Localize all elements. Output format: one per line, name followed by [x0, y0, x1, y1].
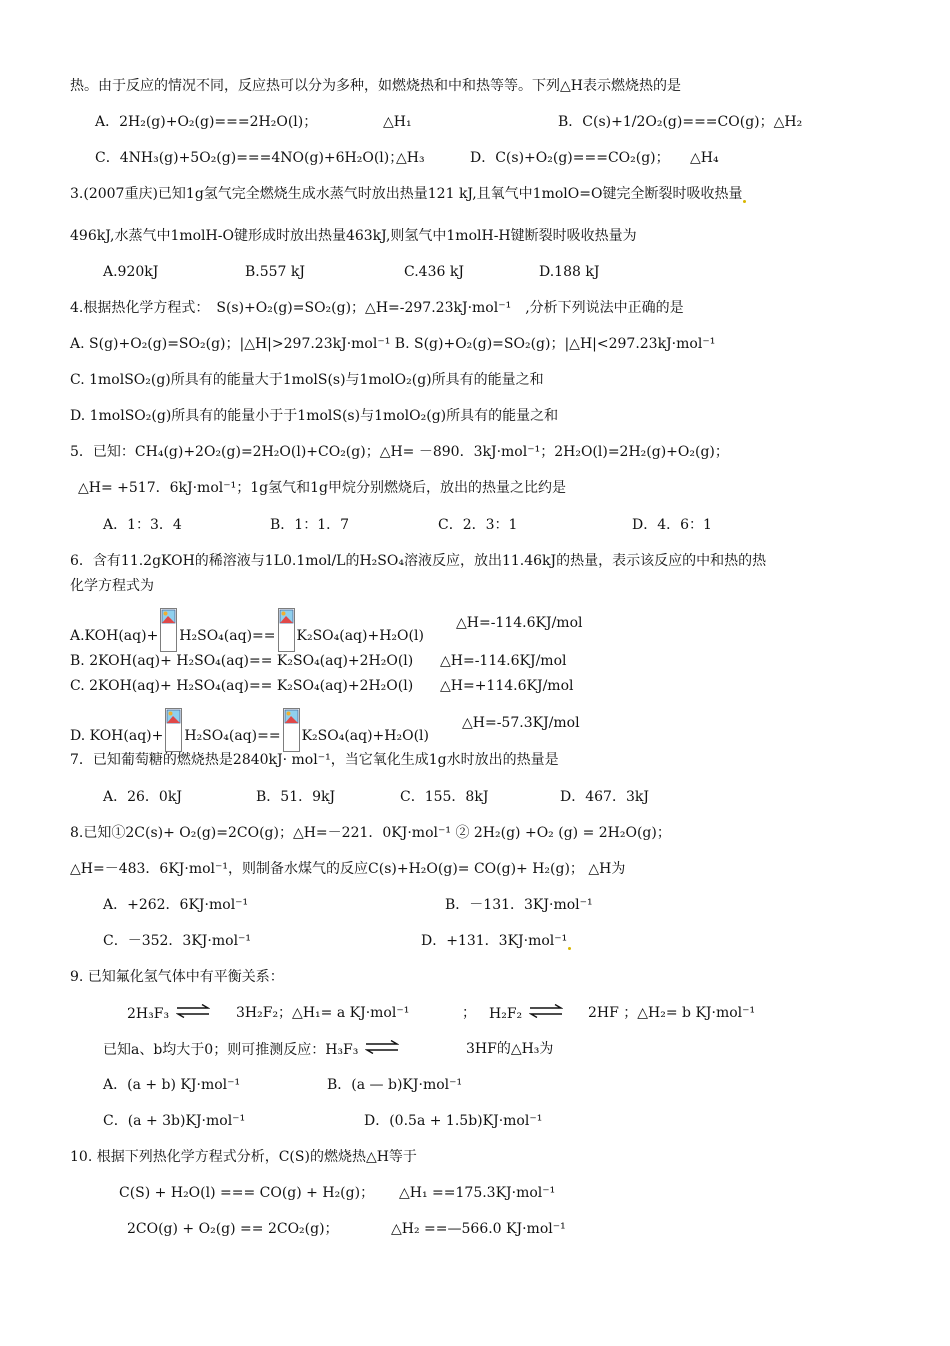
- q9-eq1-left: 2H₃F₃: [127, 1005, 170, 1022]
- q2-stem: 热。由于反应的情况不同，反应热可以分为多种，如燃烧热和中和热等等。下列△H表示燃烧热的是: [70, 78, 681, 94]
- q6-option-b-dh: △H=-114.6KJ/mol: [440, 653, 567, 669]
- q9-option-d: D．(0.5a + 1.5b)KJ·mol⁻¹: [364, 1113, 543, 1129]
- q2-option-d: D．C(s)+O₂(g)===CO₂(g)；: [470, 150, 670, 166]
- q5-option-b: B．1：1．7: [270, 517, 350, 533]
- q5-option-d: D．4．6：1: [632, 517, 712, 533]
- q6-option-a-part2: H₂SO₄(aq)==: [179, 628, 276, 644]
- q10-equation-1: C(S) + H₂O(l) === CO(g) + H₂(g)；: [119, 1185, 375, 1201]
- q3-option-a: A.920kJ: [103, 264, 159, 280]
- q5-stem-line1: 5．已知：CH₄(g)+2O₂(g)=2H₂O(l)+CO₂(g)；△H= －890．3kJ·mol⁻¹；2H₂O(l)=2H₂(g)+O₂(g)；: [70, 444, 729, 460]
- q3-option-b: B.557 kJ: [245, 264, 306, 280]
- equilibrium-arrow-icon: [365, 1040, 399, 1059]
- q9-inference-product: 3HF的△H₃为: [466, 1041, 554, 1057]
- q8-option-d-text: D．+131．3KJ·mol⁻¹: [421, 933, 568, 949]
- q5-option-c: C．2．3：1: [438, 517, 518, 533]
- broken-fraction-image-icon: [165, 708, 182, 752]
- q7-stem: 7．已知葡萄糖的燃烧热是2840kJ· mol⁻¹，当它氧化生成1g水时放出的热量是: [70, 752, 559, 768]
- q3-option-d: D.188 kJ: [539, 264, 600, 280]
- q3-stem-line1: [70, 185, 746, 203]
- q2-option-a-text: A．2H₂(g)+O₂(g)===2H₂O(l)；: [95, 114, 318, 130]
- q9-option-a: A．(a + b) KJ·mol⁻¹: [103, 1077, 241, 1093]
- q9-eq1-right: 3H₂F₂；△H₁= a KJ·mol⁻¹: [236, 1005, 410, 1021]
- q6-option-d-dh: △H=-57.3KJ/mol: [462, 715, 580, 731]
- q8-option-a: A．+262．6KJ·mol⁻¹: [103, 897, 249, 913]
- q5-stem-line2: △H= +517．6kJ·mol⁻¹；1g氢气和1g甲烷分别燃烧后，放出的热量之比约是: [78, 480, 566, 496]
- q9-inference-text: 已知a、b均大于0；则可推测反应：H₃F₃: [103, 1041, 359, 1058]
- q6-option-d-part1: D. KOH(aq)+: [70, 728, 164, 744]
- q10-equation-2-dh: △H₂ ==—566.0 KJ·mol⁻¹: [391, 1221, 566, 1237]
- q6-option-c: C. 2KOH(aq)+ H₂SO₄(aq)== K₂SO₄(aq)+2H₂O(l): [70, 678, 414, 694]
- equilibrium-arrow-icon: [176, 1004, 210, 1023]
- q9-option-c: C．(a + 3b)KJ·mol⁻¹: [103, 1113, 246, 1129]
- q9-eq-separator: ；: [462, 1005, 476, 1021]
- broken-fraction-image-icon: [283, 708, 300, 752]
- q9-equation-1: [127, 1004, 212, 1023]
- q6-option-c-dh: △H=+114.6KJ/mol: [440, 678, 574, 694]
- q6-stem-line1: 6．含有11.2gKOH的稀溶液与1L0.1mol/L的H₂SO₄溶液反应，放出11.46kJ的热量，表示该反应的中和热的热: [70, 553, 767, 569]
- q3-option-c: C.436 kJ: [404, 264, 464, 280]
- q10-stem: 10. 根据下列热化学方程式分析，C(S)的燃烧热△H等于: [70, 1149, 417, 1165]
- q4-options-ab: A. S(g)+O₂(g)=SO₂(g)；|△H|>297.23kJ·mol⁻¹ B. S(g)+O₂(g)=SO₂(g)；|△H|<297.23kJ·mol⁻¹: [70, 336, 716, 352]
- q8-option-c: C．－352．3KJ·mol⁻¹: [103, 933, 252, 949]
- q6-option-b: B. 2KOH(aq)+ H₂SO₄(aq)== K₂SO₄(aq)+2H₂O(l): [70, 653, 414, 669]
- q8-stem-line1: 8.已知①2C(s)+ O₂(g)=2CO(g)；△H=－221．0KJ·mol⁻¹ ② 2H₂(g) +O₂ (g) = 2H₂O(g)；: [70, 825, 671, 841]
- q2-option-a: [95, 113, 317, 131]
- q4-stem: 4.根据热化学方程式： S(s)+O₂(g)=SO₂(g)；△H=-297.23kJ·mol⁻¹ ,分析下列说法中正确的是: [70, 300, 684, 316]
- q6-option-a-dh: △H=-114.6KJ/mol: [456, 615, 583, 631]
- broken-fraction-image-icon: [160, 608, 177, 652]
- q7-option-c: C．155．8kJ: [400, 789, 489, 805]
- broken-fraction-image-icon: [278, 608, 295, 652]
- q6-option-d-part3: K₂SO₄(aq)+H₂O(l): [301, 728, 429, 744]
- q9-stem: 9. 已知氟化氢气体中有平衡关系：: [70, 969, 284, 985]
- q5-option-a: A．1：3．4: [103, 517, 182, 533]
- q9-inference: [103, 1040, 401, 1059]
- q9-equation-2: [489, 1004, 565, 1023]
- q10-equation-1-dh: △H₁ ==175.3KJ·mol⁻¹: [399, 1185, 556, 1201]
- q6-stem-line2: 化学方程式为: [70, 578, 154, 594]
- q7-option-d: D．467．3kJ: [560, 789, 649, 805]
- q4-option-c: C. 1molSO₂(g)所具有的能量大于1molS(s)与1molO₂(g)所具有的能量之和: [70, 372, 544, 388]
- q8-option-d: [421, 932, 571, 950]
- q9-eq2-left: H₂F₂: [489, 1005, 523, 1022]
- q6-option-a-part3: K₂SO₄(aq)+H₂O(l): [296, 628, 424, 644]
- highlight-mark: [743, 200, 746, 203]
- q2-option-c: C．4NH₃(g)+5O₂(g)===4NO(g)+6H₂O(l)；: [95, 150, 404, 166]
- q8-stem-line2: △H=－483．6KJ·mol⁻¹，则制备水煤气的反应C(s)+H₂O(g)= CO(g)+ H₂(g)； △H为: [70, 861, 626, 877]
- q6-option-d-part2: H₂SO₄(aq)==: [184, 728, 281, 744]
- q7-option-a: A．26．0kJ: [103, 789, 182, 805]
- equilibrium-arrow-icon: [529, 1004, 563, 1023]
- q10-equation-2: 2CO(g) + O₂(g) == 2CO₂(g)；: [127, 1221, 339, 1237]
- q2-option-c-dh: △H₃: [396, 150, 425, 166]
- q3-stem-line2: 496kJ,水蒸气中1molH-O键形成时放出热量463kJ,则氢气中1molH-H键断裂时吸收热量为: [70, 228, 637, 244]
- q9-option-b: B．(a — b)KJ·mol⁻¹: [327, 1077, 463, 1093]
- q3-stem-line1-text: 3.(2007重庆)已知1g氢气完全燃烧生成水蒸气时放出热量121 kJ,且氧气中1molO=O键完全断裂时吸收热量: [70, 186, 743, 202]
- q9-eq2-right: 2HF ；△H₂= b KJ·mol⁻¹: [588, 1005, 756, 1021]
- q2-option-d-dh: △H₄: [690, 150, 719, 166]
- q7-option-b: B．51．9kJ: [256, 789, 336, 805]
- highlight-mark: [568, 947, 571, 950]
- q6-option-a-part1: A.KOH(aq)+: [70, 628, 159, 644]
- q8-option-b: B．－131．3KJ·mol⁻¹: [445, 897, 593, 913]
- q2-option-b: B．C(s)+1/2O₂(g)===CO(g)；△H₂: [558, 114, 803, 130]
- q4-option-d: D. 1molSO₂(g)所具有的能量小于于1molS(s)与1molO₂(g)所具有的能量之和: [70, 408, 559, 424]
- q2-option-a-dh: △H₁: [383, 114, 412, 130]
